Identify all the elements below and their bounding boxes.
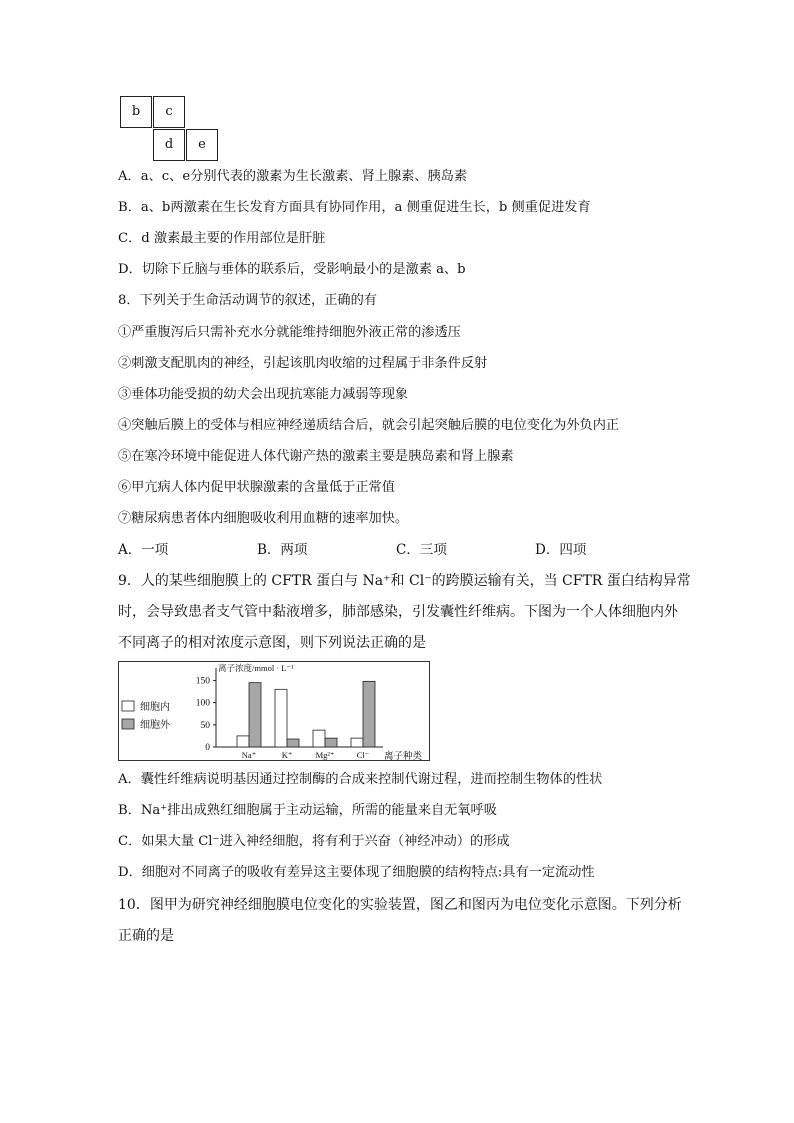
q8-item-6: ⑥甲亢病人体内促甲状腺激素的含量低于正常值 <box>118 480 395 495</box>
q9-stem-line-2: 时，会导致患者支气管中黏液增多，肺部感染，引发囊性纤维病。下图为一个人体细胞内外 <box>118 604 678 620</box>
q8-item-4: ④突触后膜上的受体与相应神经递质结合后，就会引起突触后膜的电位变化为外负内正 <box>118 418 620 433</box>
grid-cell-c: c <box>153 96 185 128</box>
bar-inside <box>275 689 287 747</box>
q8-option-d: D．四项 <box>535 542 587 558</box>
legend-label: 细胞内 <box>140 702 170 713</box>
x-tick-label: Mg²⁺ <box>315 750 335 760</box>
grid-cell-b: b <box>120 96 152 128</box>
ion-concentration-chart <box>118 661 430 761</box>
x-tick-label: K⁺ <box>281 750 293 760</box>
q7-option-c: C．d 激素最主要的作用部位是肝脏 <box>118 231 326 246</box>
x-tick-label: Na⁺ <box>241 750 257 760</box>
y-axis-label: 离子浓度/mmol · L⁻¹ <box>218 663 294 673</box>
q8-item-7: ⑦糖尿病患者体内细胞吸收利用血糖的速率加快。 <box>118 511 409 526</box>
q8-stem: 8．下列关于生命活动调节的叙述，正确的有 <box>118 293 377 308</box>
legend-swatch <box>122 719 134 729</box>
q9-option-c: C．如果大量 Cl⁻进入神经细胞，将有利于兴奋（神经冲动）的形成 <box>118 834 510 849</box>
bar-inside <box>237 736 249 747</box>
bar-outside <box>363 681 375 747</box>
y-tick-label: 150 <box>195 676 210 687</box>
q9-stem-line-1: 9．人的某些细胞膜上的 CFTR 蛋白与 Na⁺和 Cl⁻的跨膜运输有关，当 CFTR 蛋白结构异常 <box>118 573 691 589</box>
q8-option-b: B．两项 <box>257 542 308 558</box>
q7-option-d: D．切除下丘脑与垂体的联系后，受影响最小的是激素 a、b <box>118 262 466 277</box>
y-tick-label: 50 <box>200 720 210 731</box>
y-tick-label: 100 <box>195 698 210 709</box>
bar-inside <box>351 738 363 747</box>
q8-option-a: A．一项 <box>118 542 169 558</box>
q9-option-b: B．Na⁺排出成熟红细胞属于主动运输，所需的能量来自无氧呼吸 <box>118 803 497 818</box>
bar-outside <box>325 738 337 747</box>
q10-stem-line-2: 正确的是 <box>118 928 174 944</box>
hormone-grid <box>120 96 220 160</box>
chart-svg <box>119 662 429 760</box>
q9-option-d: D．细胞对不同离子的吸收有差异这主要体现了细胞膜的结构特点:具有一定流动性 <box>118 865 595 880</box>
bar-outside <box>249 683 261 747</box>
y-tick-label: 0 <box>205 743 210 753</box>
q7-option-a: A．a、c、e分别代表的激素为生长激素、肾上腺素、胰岛素 <box>118 169 468 184</box>
bar-inside <box>313 730 325 747</box>
q9-stem-line-3: 不同离子的相对浓度示意图，则下列说法正确的是 <box>118 635 426 651</box>
q8-item-3: ③垂体功能受损的幼犬会出现抗寒能力减弱等现象 <box>118 387 409 402</box>
x-axis-label: 离子种类 <box>384 752 423 760</box>
q7-option-b: B．a、b两激素在生长发育方面具有协同作用，a 侧重促进生长，b 侧重促进发育 <box>118 200 591 215</box>
q8-item-1: ①严重腹泻后只需补充水分就能维持细胞外液正常的渗透压 <box>118 325 461 340</box>
legend-swatch <box>122 701 134 711</box>
q8-item-2: ②刺激支配肌肉的神经，引起该肌肉收缩的过程属于非条件反射 <box>118 356 488 371</box>
legend-label: 细胞外 <box>140 720 170 731</box>
bar-outside <box>287 739 299 747</box>
grid-cell-e: e <box>186 129 218 161</box>
q9-option-a: A．囊性纤维病说明基因通过控制酶的合成来控制代谢过程，进而控制生物体的性状 <box>118 772 603 787</box>
grid-cell-d: d <box>153 129 185 161</box>
x-tick-label: Cl⁻ <box>356 750 370 760</box>
q8-item-5: ⑤在寒冷环境中能促进人体代谢产热的激素主要是胰岛素和肾上腺素 <box>118 449 514 464</box>
q10-stem-line-1: 10．图甲为研究神经细胞膜电位变化的实验装置，图乙和图丙为电位变化示意图。下列分析 <box>118 897 682 913</box>
q8-option-c: C．三项 <box>396 542 447 558</box>
